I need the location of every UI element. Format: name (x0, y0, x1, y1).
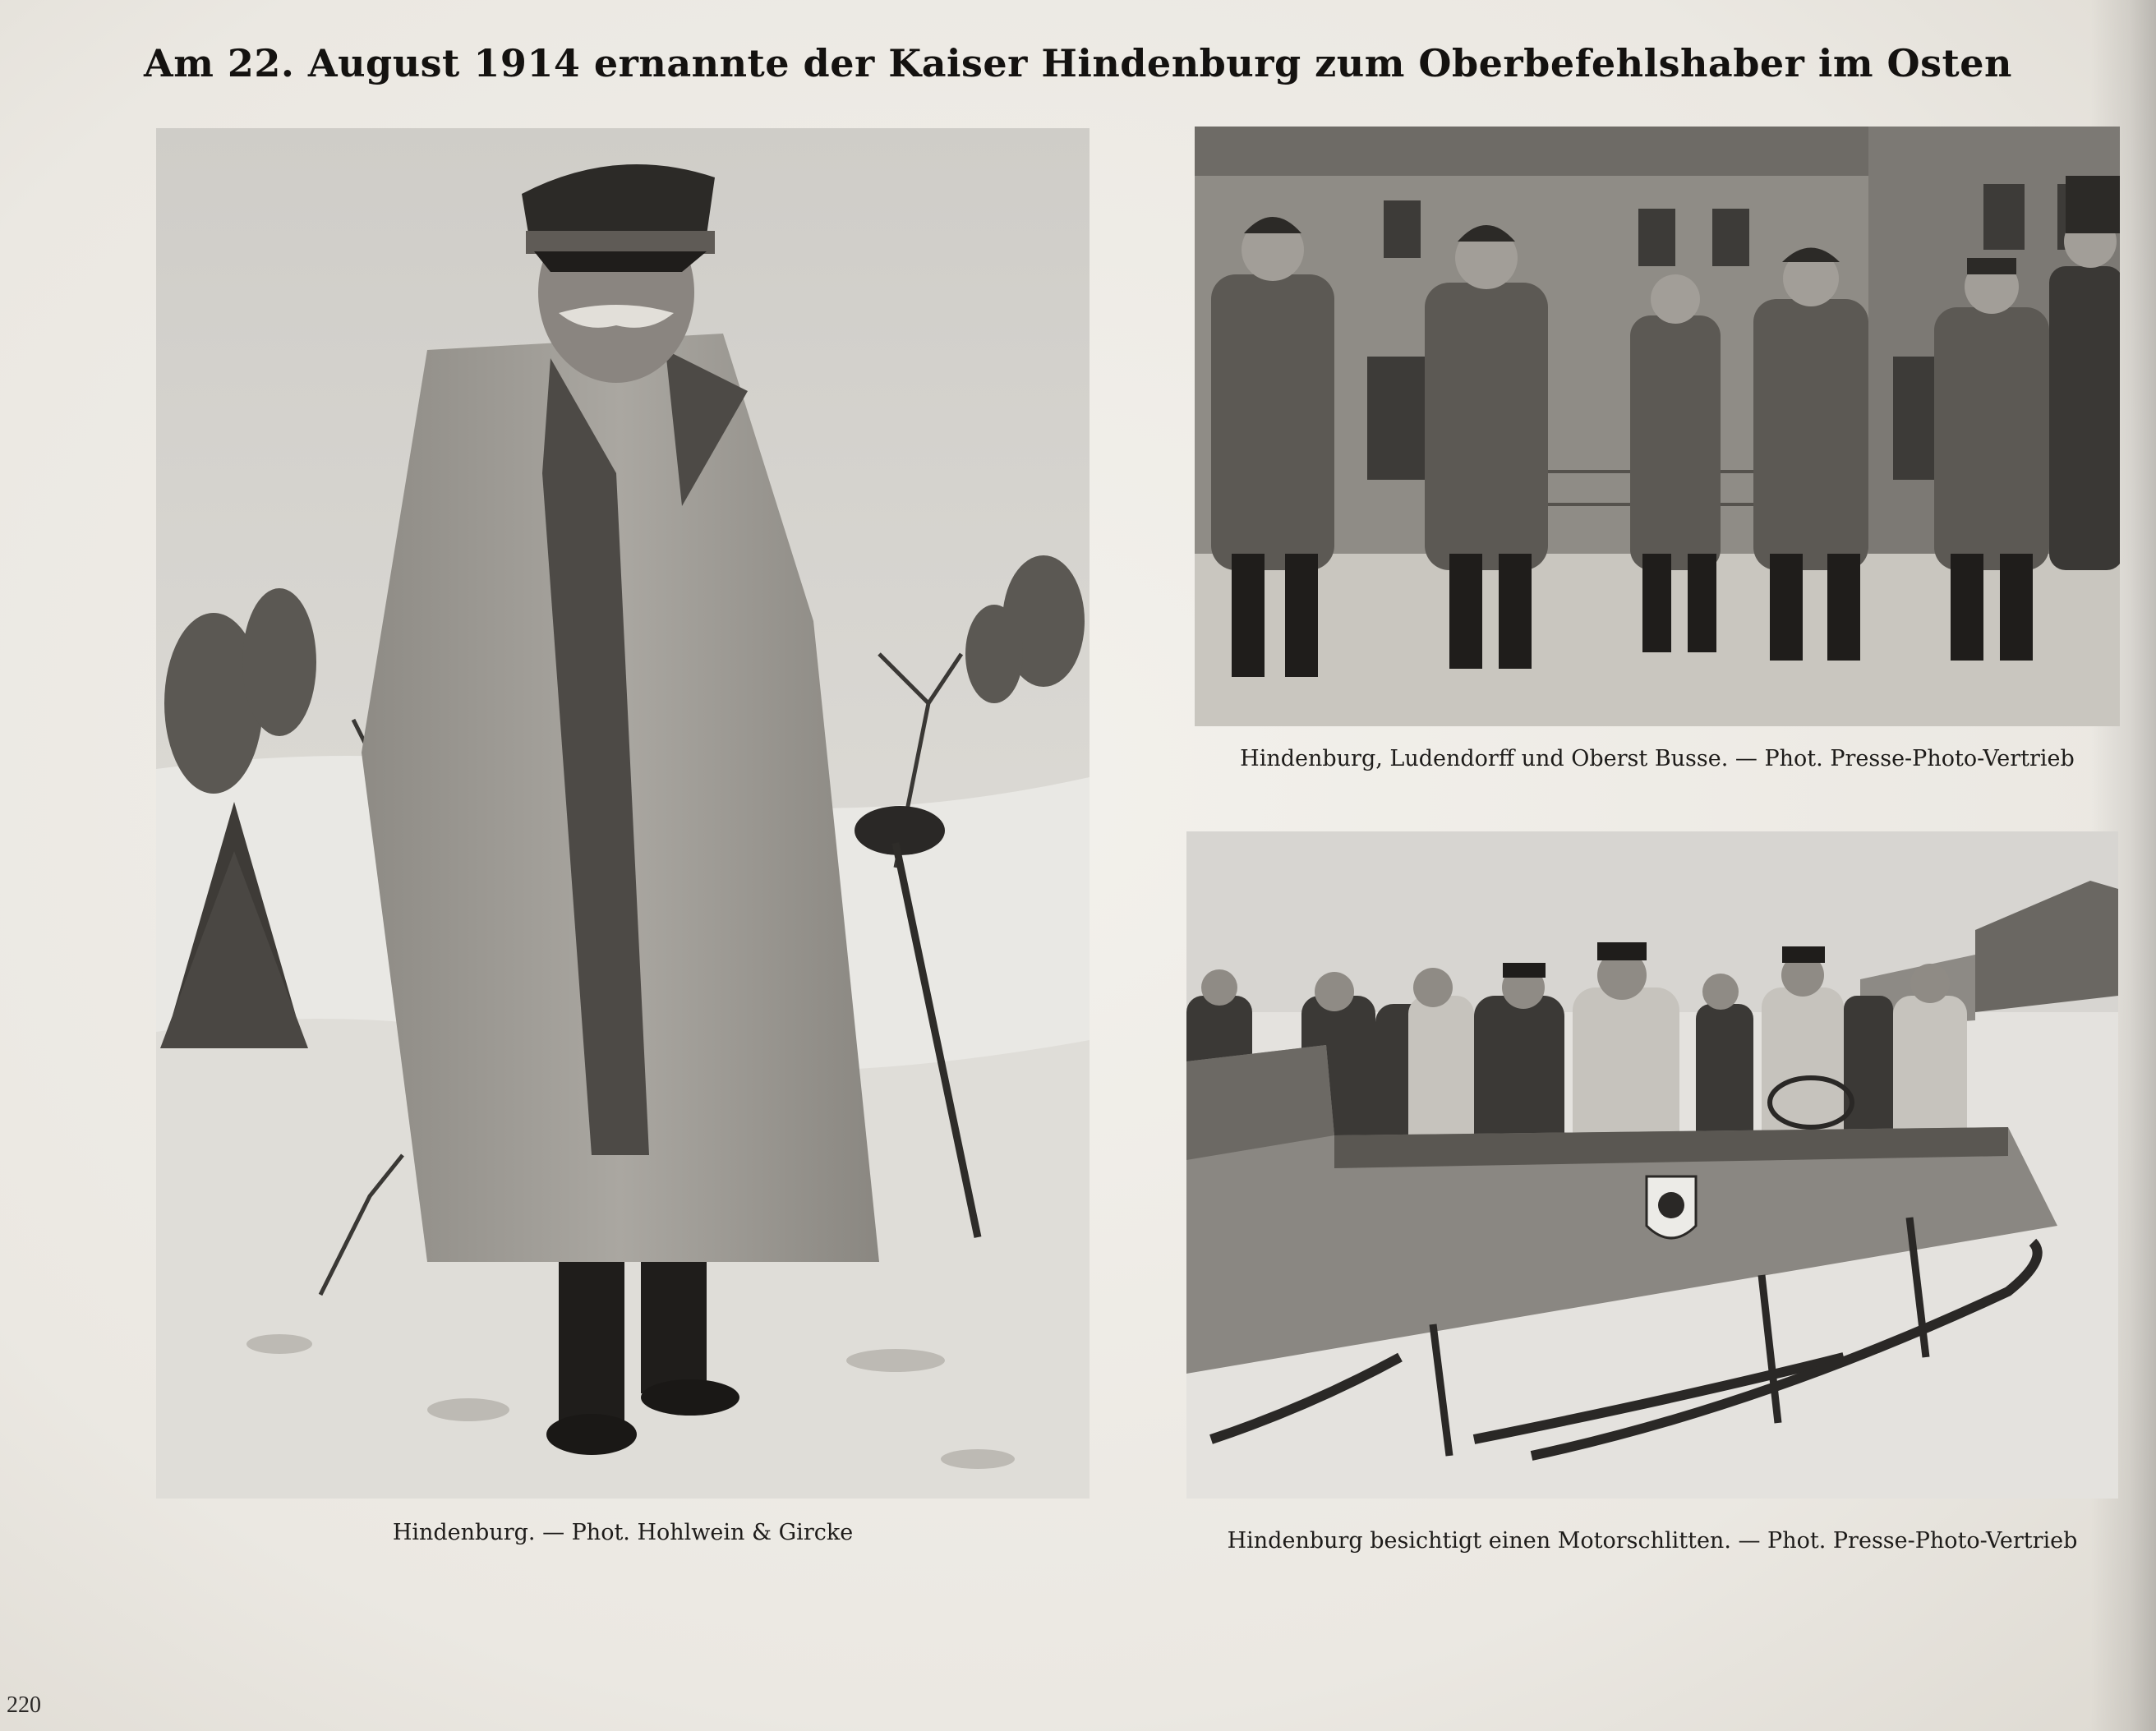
group-caption: Hindenburg, Ludendorff und Oberst Busse. — Phot. Presse-Photo-Vertrieb (1240, 746, 2075, 771)
portrait-caption: Hindenburg. — Phot. Hohlwein & Gircke (392, 1520, 854, 1545)
hindenburg-portrait-photo (156, 128, 1090, 1499)
motor-sled-photo (1186, 831, 2118, 1499)
page-number: 220 (7, 1692, 41, 1718)
sled-illustration (1186, 831, 2118, 1499)
sled-caption: Hindenburg besichtigt einen Motorschlitten. — Phot. Presse-Photo-Vertrieb (1227, 1528, 2078, 1554)
group-illustration (1195, 127, 2120, 726)
page-headline: Am 22. August 1914 ernannte der Kaiser Hindenburg zum Oberbefehlshaber im Osten (144, 41, 2012, 85)
portrait-illustration (156, 128, 1090, 1499)
hindenburg-ludendorff-group-photo (1195, 127, 2120, 726)
